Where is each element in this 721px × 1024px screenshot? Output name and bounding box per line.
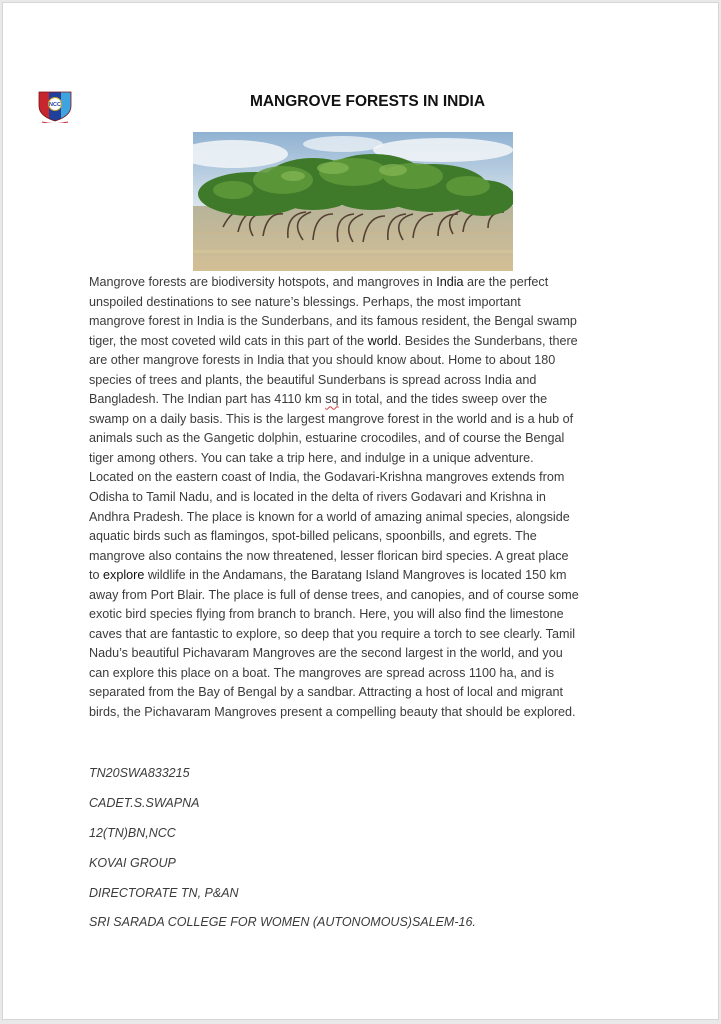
body-line: mangrove forest in India is the Sunderbans, and its famous resident, the Bengal swamp — [89, 314, 577, 329]
body-line: Mangrove forests are biodiversity hotspots, and mangroves in India are the perfect — [89, 275, 549, 289]
body-line: tiger, the most coveted wild cats in this part of the world. Besides the Sunderbans, there — [89, 333, 578, 348]
page-title: MANGROVE FORESTS IN INDIA — [249, 93, 486, 110]
cadet-name: CADET.S.SWAPNA — [89, 795, 200, 810]
body-line: separated from the Bay of Bengal by a sandbar. Attracting a host of local and migrant — [89, 685, 563, 700]
body-line: swamp on a daily basis. This is the largest mangrove forest in the world and is a hub of — [89, 411, 574, 426]
group: KOVAI GROUP — [89, 855, 176, 870]
body-line: to explore wildlife in the Andamans, the Baratang Island Mangroves is located 150 km — [89, 568, 567, 583]
body-line: Andhra Pradesh. The place is known for a world of amazing animal species, alongside — [89, 509, 570, 524]
college: SRI SARADA COLLEGE FOR WOMEN (AUTONOMOUS)SALEM-16. — [89, 915, 476, 930]
body-line: tiger among others. You can take a trip here, and indulge in a unique adventure. — [89, 450, 534, 465]
document-page — [2, 2, 719, 1020]
body-line: caves that are fantastic to explore, so deep that you require a torch to see clearly. Tamil — [89, 626, 576, 641]
body-line: away from Port Blair. The place is full of dense trees, and canopies, and of course some — [89, 587, 579, 602]
body-line: unspoiled destinations to see nature’s blessings. Perhaps, the most important — [89, 294, 521, 309]
body-line: aquatic birds such as flamingos, spot-billed pelicans, spoonbills, and egrets. The — [89, 529, 537, 544]
spellcheck-flag: sq — [325, 392, 339, 407]
cadet-number: TN20SWA833215 — [89, 766, 190, 780]
mangrove-photo-icon — [193, 132, 513, 271]
signature-block — [89, 763, 476, 942]
body-line: birds, the Pichavaram Mangroves present a compelling beauty that should be explored. — [89, 705, 576, 720]
highlight-word: world — [367, 333, 398, 348]
highlight-word: explore — [103, 568, 145, 583]
body-line: can explore this place on a boat. The mangroves are spread across 1100 ha, and is — [89, 665, 555, 680]
logo-text: NCC — [49, 102, 61, 108]
body-line: exotic bird species flying from branch to branch. Here, you will also find the limestone — [89, 607, 564, 622]
directorate: DIRECTORATE TN, P&AN — [89, 885, 239, 900]
body-line: Nadu’s beautiful Pichavaram Mangroves are the second largest in the world, and you — [89, 646, 563, 661]
body-paragraph — [89, 273, 645, 723]
body-line: Bangladesh. The Indian part has 4110 km sq in total, and the tides sweep over the — [89, 392, 548, 407]
body-line: mangrove also contains the now threatened, lesser florican bird species. A great place — [89, 548, 569, 563]
body-line: are other mangrove forests in India that you should know about. Home to about 180 — [89, 353, 556, 368]
body-line: animals such as the Gangetic dolphin, estuarine crocodiles, and of course the Bengal — [89, 431, 565, 446]
battalion: 12(TN)BN,NCC — [89, 825, 176, 840]
highlight-word: India — [436, 275, 464, 289]
body-line: Located on the eastern coast of India, the Godavari-Krishna mangroves extends from — [89, 470, 565, 485]
body-line: Odisha to Tamil Nadu, and is located in the delta of rivers Godavari and Krishna in — [89, 490, 546, 505]
body-line: species of trees and plants, the beautiful Sunderbans is spread across India and — [89, 372, 537, 387]
